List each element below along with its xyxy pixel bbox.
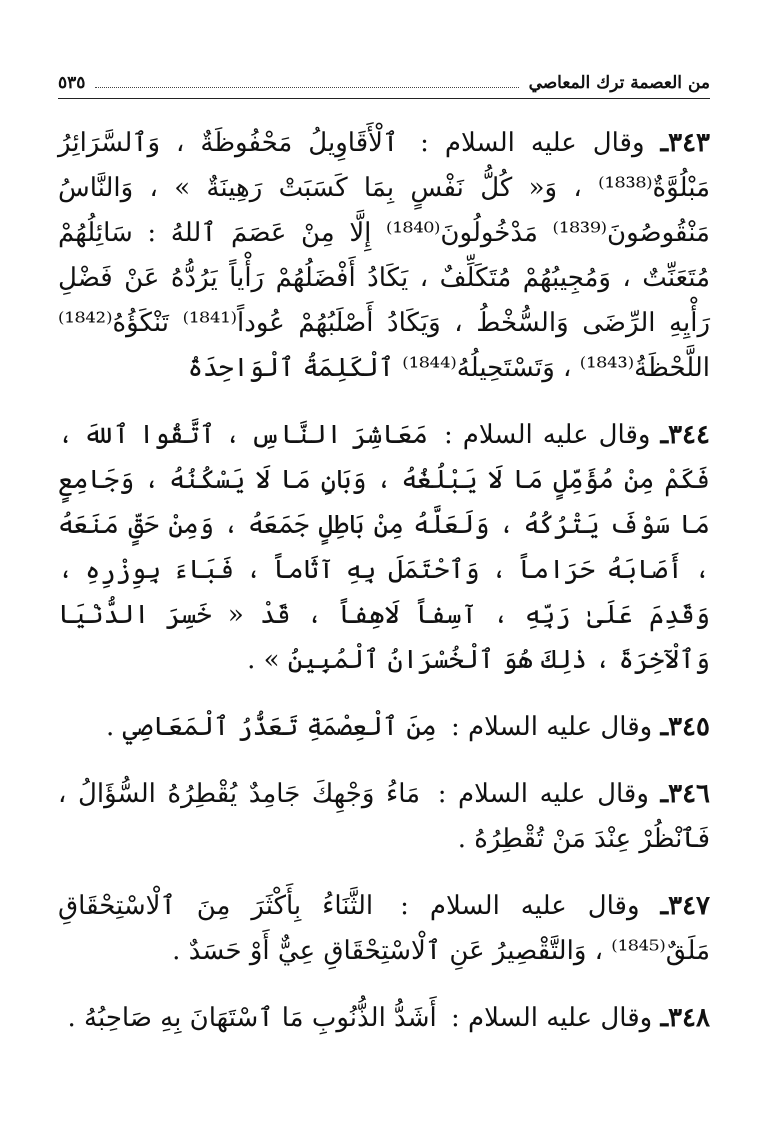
page-number: ٥٣٥ [58,73,86,93]
saying-text: مَعَاشِرَ النَّاسِ ، ٱتَّقُوا ٱللهَ ، فَكَمْ مِنْ مُؤَمِّلٍ مَا لَا يَبْلُغُهُ ، وَبَانٍ مَا لَا يَسْكُنُهُ ، وَجَامِعٍ مَا سَوْفَ يَتْرُكُهُ ، وَلَعَلَّهُ مِنْ بَاطِلٍ جَمَعَهُ ، وَمِنْ حَقٍّ مَنَعَهُ ، أَصَابَهُ حَرَاماً ، وَٱحْتَمَلَ بِهِ آثَاماً ، فَبَاءَ بِوِزْرِهِ ، وَقَدِمَ عَلَىٰ رَبِّهِ ، آسِفاً لَاهِفاً ، قَدْ « خَسِرَ الدُّنْيَا وَٱلْآخِرَةَ ، ذٰلِكَ هُوَ ٱلْخُسْرَانُ ٱلْمُبِينُ » . [58,420,710,675]
saying-343 [58,121,710,391]
saying-number: ٣٤٦ـ [660,779,711,809]
running-header [58,72,710,99]
saying-intro: وقال عليه السلام : [400,891,640,921]
saying-intro: وقال عليه السلام : [420,128,645,158]
saying-text: مِنَ ٱلْعِصْمَةِ تَعَذُّرُ ٱلْمَعَاصِي . [105,712,437,742]
header-title: من العصمة ترك المعاصي [528,73,710,93]
saying-intro: وقال عليه السلام : [444,420,651,450]
saying-intro: وقال عليه السلام : [450,1003,653,1033]
saying-345 [58,705,710,750]
saying-347 [58,884,710,974]
book-page [58,72,710,1063]
saying-intro: وقال عليه السلام : [437,779,649,809]
saying-intro: وقال عليه السلام : [450,712,653,742]
saying-number: ٣٤٧ـ [660,891,711,921]
saying-number: ٣٤٥ـ [660,712,710,742]
saying-text: أَشَدُّ الذُّنُوبِ مَا ٱسْتَهَانَ بِهِ صَاحِبُهُ . [67,1003,437,1033]
saying-text: ٱلْأَقَاوِيلُ مَحْفُوظَةٌ ، وَٱلسَّرَائِرُ مَبْلُوَّةٌ⁽¹⁸³⁸⁾ ، وَ« كُلُّ نَفْسٍ بِمَا كَسَبَتْ رَهِينَةٌ » ، وَالنَّاسُ مَنْقُوصُونَ⁽¹⁸³⁹⁾ مَدْخُولُونَ⁽¹⁸⁴⁰⁾ إِلَّا مِنْ عَصَمَ ٱللهُ : سَائِلُهُمْ مُتَعَنِّتٌ ، وَمُجِيبُهُمْ مُتَكَلِّفٌ ، يَكَادُ أَفْضَلُهُمْ رَأْياً يَرُدُّهُ عَنْ فَضْلِ رَأْيِهِ الرِّضَى وَالسُّخْطُ ، وَيَكَادُ أَصْلَبُهُمْ عُوداً⁽¹⁸⁴¹⁾ تَنْكَؤُهُ⁽¹⁸⁴²⁾ اللَّحْظَةُ⁽¹⁸⁴³⁾ ، وَتَسْتَحِيلُهُ⁽¹⁸⁴⁴⁾ ٱلْكَلِمَةُ ٱلْوَاحِدَةُ [58,128,711,383]
saying-348 [58,996,710,1041]
saying-number: ٣٤٤ـ [660,420,710,450]
saying-number: ٣٤٨ـ [660,1003,710,1033]
saying-text: الثَّنَاءُ بِأَكْثَرَ مِنَ ٱلْاسْتِحْقَاقِ مَلَقٌ⁽¹⁸⁴⁵⁾ ، وَالتَّقْصِيرُ عَنِ ٱلْاسْتِحْقَاقِ عِيٌّ أَوْ حَسَدٌ . [58,891,710,966]
header-dot-leader [95,87,518,88]
saying-346 [58,772,710,862]
sayings-list [58,121,710,1041]
saying-number: ٣٤٣ـ [660,128,711,158]
saying-344 [58,413,710,683]
saying-text: مَاءُ وَجْهِكَ جَامِدٌ يُقْطِرُهُ السُّؤَالُ ، فَٱنْظُرْ عِنْدَ مَنْ تُقْطِرُهُ . [58,779,710,854]
